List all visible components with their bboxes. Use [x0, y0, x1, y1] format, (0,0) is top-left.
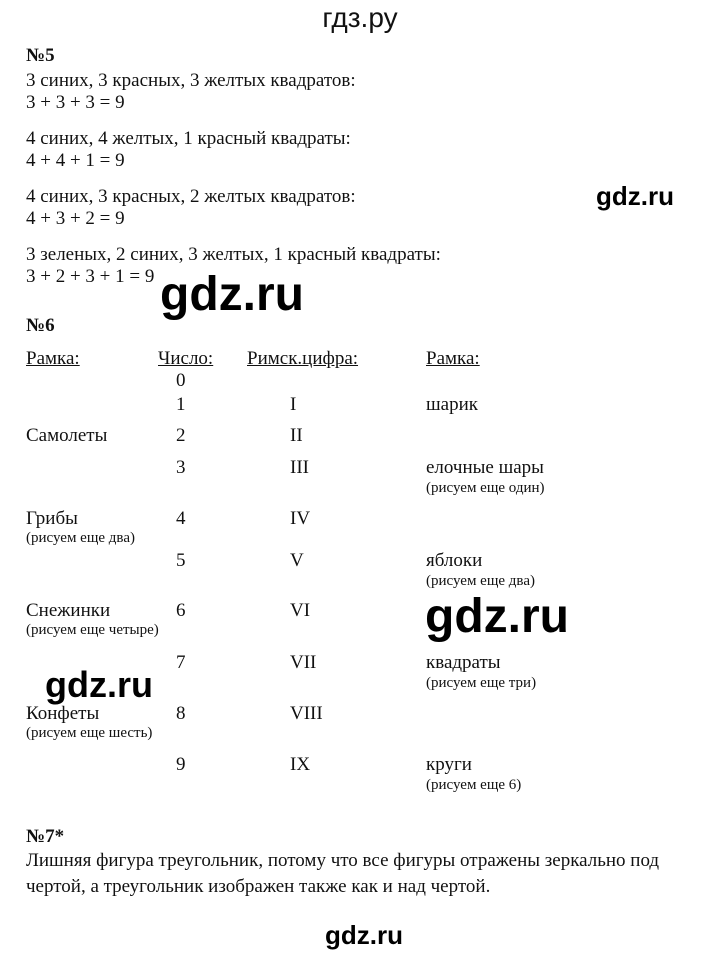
row-left-label: Конфеты	[26, 703, 100, 724]
row-roman: IV	[290, 508, 311, 529]
row-right-label: квадраты	[426, 652, 501, 673]
row-left-label: Грибы	[26, 508, 78, 529]
row-roman: V	[290, 550, 304, 571]
task5-item-eq: 4 + 3 + 2 = 9	[26, 208, 125, 229]
row-number: 7	[176, 652, 186, 673]
row-right-note: (рисуем еще два)	[426, 573, 535, 589]
row-number: 2	[176, 425, 186, 446]
task5-item-eq: 3 + 2 + 3 + 1 = 9	[26, 266, 155, 287]
column-header-frame-right: Рамка:	[426, 348, 480, 369]
column-header-roman: Римск.цифра:	[247, 348, 359, 369]
row-left-note: (рисуем еще шесть)	[26, 725, 153, 741]
watermark: gdz.ru	[425, 590, 569, 643]
column-header-number: Число:	[158, 348, 214, 369]
task5-item-eq: 3 + 3 + 3 = 9	[26, 92, 125, 113]
watermark: gdz.ru	[596, 181, 674, 211]
row-right-note: (рисуем еще один)	[426, 480, 545, 496]
task5-title: №5	[26, 45, 55, 66]
row-right-label: елочные шары	[426, 457, 544, 478]
row-roman: IX	[290, 754, 311, 775]
row-right-label: шарик	[426, 394, 478, 415]
watermark: gdz.ru	[325, 920, 403, 950]
row-right-note: (рисуем еще 6)	[426, 777, 522, 793]
row-number: 4	[176, 508, 186, 529]
row-roman: VIII	[290, 703, 323, 724]
task5-item-eq: 4 + 4 + 1 = 9	[26, 150, 125, 171]
task5-item-desc: 4 синих, 4 желтых, 1 красный квадраты:	[26, 128, 351, 149]
row-number: 3	[176, 457, 186, 478]
row-right-label: круги	[426, 754, 472, 775]
row-roman: I	[290, 394, 297, 415]
task5-item-desc: 4 синих, 3 красных, 2 желтых квадратов:	[26, 186, 356, 207]
column-header-frame-left: Рамка:	[26, 348, 80, 369]
row-left-note: (рисуем еще четыре)	[26, 622, 159, 638]
row-roman: II	[290, 425, 303, 446]
watermark: gdz.ru	[160, 268, 304, 321]
row-roman: VI	[290, 600, 311, 621]
row-right-label: яблоки	[426, 550, 483, 571]
row-number: 8	[176, 703, 186, 724]
row-number: 9	[176, 754, 186, 775]
task5-item-desc: 3 зеленых, 2 синих, 3 желтых, 1 красный квадраты:	[26, 244, 441, 265]
task5-item-desc: 3 синих, 3 красных, 3 желтых квадратов:	[26, 70, 356, 91]
row-roman: VII	[290, 652, 317, 673]
task6-title: №6	[26, 315, 55, 336]
row-left-note: (рисуем еще два)	[26, 530, 135, 546]
watermark: gdz.ru	[45, 664, 153, 705]
row-number: 1	[176, 394, 186, 415]
site-header: гдз.ру	[322, 2, 398, 33]
row-number: 6	[176, 600, 186, 621]
row-left-label: Самолеты	[26, 425, 108, 446]
task7-answer-text: Лишняя фигура треугольник, потому что все фигуры отражены зеркально под чертой, а треугольник изображен также как и над чертой.	[26, 850, 660, 897]
row-left-label: Снежинки	[26, 600, 111, 621]
row-roman: III	[290, 457, 309, 478]
task7-title: №7*	[26, 826, 65, 847]
row-number: 5	[176, 550, 186, 571]
row-number: 0	[176, 370, 186, 391]
row-right-note: (рисуем еще три)	[426, 675, 537, 691]
